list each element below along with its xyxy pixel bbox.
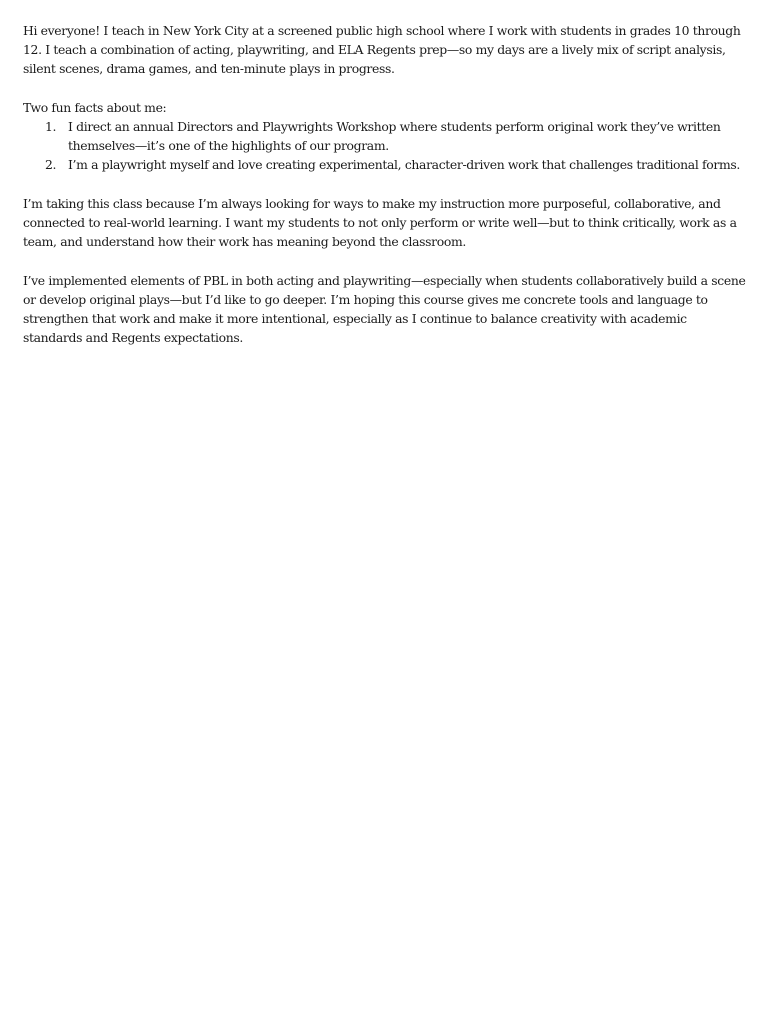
list-item [23,155,748,174]
paragraph-spacer [23,251,748,270]
paragraph-spacer [23,175,748,194]
paragraph-spacer [23,79,748,98]
fun-facts-list [23,117,748,175]
list-item-text: I direct an annual Directors and Playwrights Workshop where students perform original work they’ve written themselves—it’s one of the highlights of our program. [68,119,721,154]
pbl-paragraph: I’ve implemented elements of PBL in both acting and playwriting—especially when students collaboratively build a scene or develop original plays—but I’d like to go deeper. I’m hoping this course gives me concrete tools and language to strengthen that work and make it more intentional, especially as I continue to balance creativity with academic standards and Regents expectations. [23,272,746,346]
intro-paragraph: Hi everyone! I teach in New York City at a screened public high school where I work with students in grades 10 through 12. I teach a combination of acting, playwriting, and ELA Regents prep—so my days are a lively mix of script analysis, silent scenes, drama games, and ten-minute plays in progress. [23,23,741,77]
list-item-number: 1. [45,119,57,134]
list-item [23,117,748,155]
fun-facts-heading: Two fun facts about me: [23,99,167,115]
list-item-text: I’m a playwright myself and love creating experimental, character-driven work that challenges traditional forms. [68,157,740,173]
reason-paragraph: I’m taking this class because I’m always looking for ways to make my instruction more purposeful, collaborative, and connected to real-world learning. I want my students to not only perform or write well—but to think critically, work as a team, and understand how their work has meaning beyond the classroom. [23,195,737,250]
list-item-number: 2. [45,157,57,173]
document-body [23,21,748,347]
